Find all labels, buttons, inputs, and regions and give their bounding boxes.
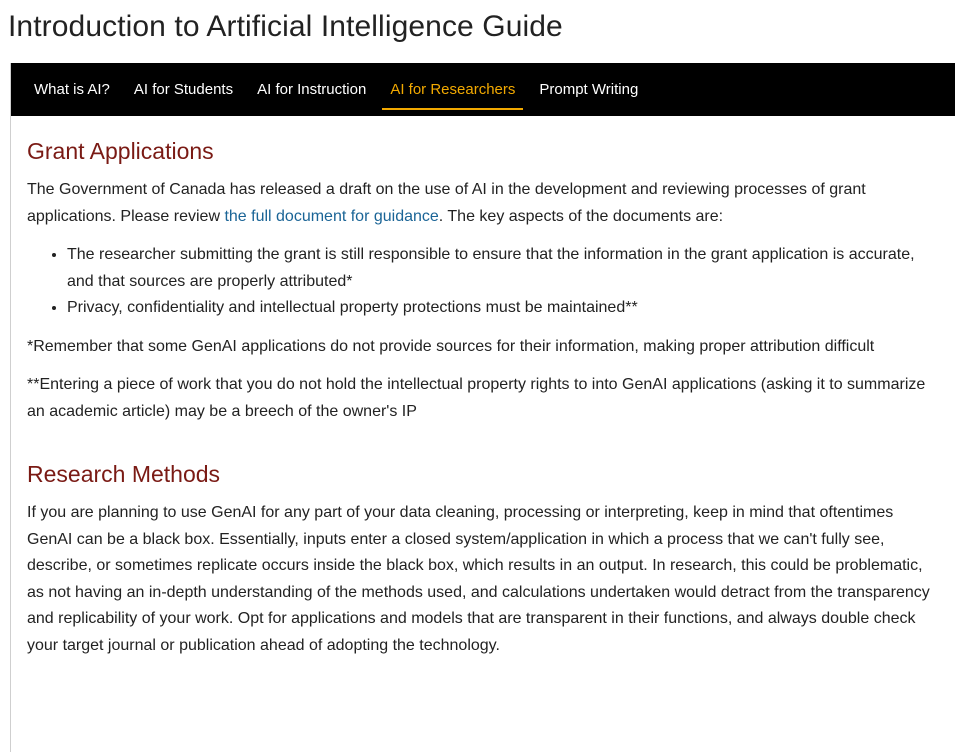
grant-intro-paragraph [27, 177, 941, 230]
attribution-note: *Remember that some GenAI applications do not provide sources for their information, making proper attribution difficult [27, 337, 875, 355]
grant-intro-tail: . The key aspects of the documents are: [438, 207, 724, 225]
tab-prompt-writing[interactable]: Prompt Writing [539, 81, 639, 98]
research-methods-paragraph: If you are planning to use GenAI for any part of your data cleaning, processing or interpreting, keep in mind that oftentimes GenAI can be a black box. Essentially, inputs enter a closed system/application in which a process that we can't fully see, describe, or sometimes replicate occurs inside the black box, which results in an output. In research, this could be problematic, as not having an in-depth understanding of the methods used, and calculations undertaken would detract from the transparency and replicability of your work. Opt for applications and models that are transparent in their functions, and always double check your target journal or publication ahead of adopting the technology. [27, 504, 930, 654]
section-spacer [27, 437, 941, 461]
tab-ai-for-researchers[interactable]: AI for Researchers [382, 63, 523, 116]
guide-tab-bar [11, 63, 955, 116]
research-methods-heading: Research Methods [27, 461, 221, 487]
main-content [11, 116, 955, 659]
guide-frame [10, 63, 955, 752]
tab-what-is-ai[interactable]: What is AI? [34, 81, 110, 98]
grant-applications-heading: Grant Applications [27, 138, 214, 164]
tab-ai-for-instruction[interactable]: AI for Instruction [257, 81, 367, 98]
list-item: • The researcher submitting the grant is still responsible to ensure that the information in the grant application is accurate, and that sources are properly attributed* [67, 242, 941, 295]
ip-note: **Entering a piece of work that you do not hold the intellectual property rights to into GenAI applications (asking it to summarize an academic article) may be a breech of the owner's IP [27, 376, 926, 420]
tab-ai-for-students[interactable]: AI for Students [133, 81, 234, 98]
page-title: Introduction to Artificial Intelligence Guide [8, 10, 563, 43]
list-item: • Privacy, confidentiality and intellectual property protections must be maintained** [67, 295, 941, 322]
grant-intro-text: The Government of Canada has released a draft on the use of AI in the development and reviewing processes of grant applications. Please review [27, 181, 866, 225]
grant-key-aspects-list [27, 242, 941, 322]
full-document-link[interactable]: the full document for guidance [224, 207, 439, 225]
